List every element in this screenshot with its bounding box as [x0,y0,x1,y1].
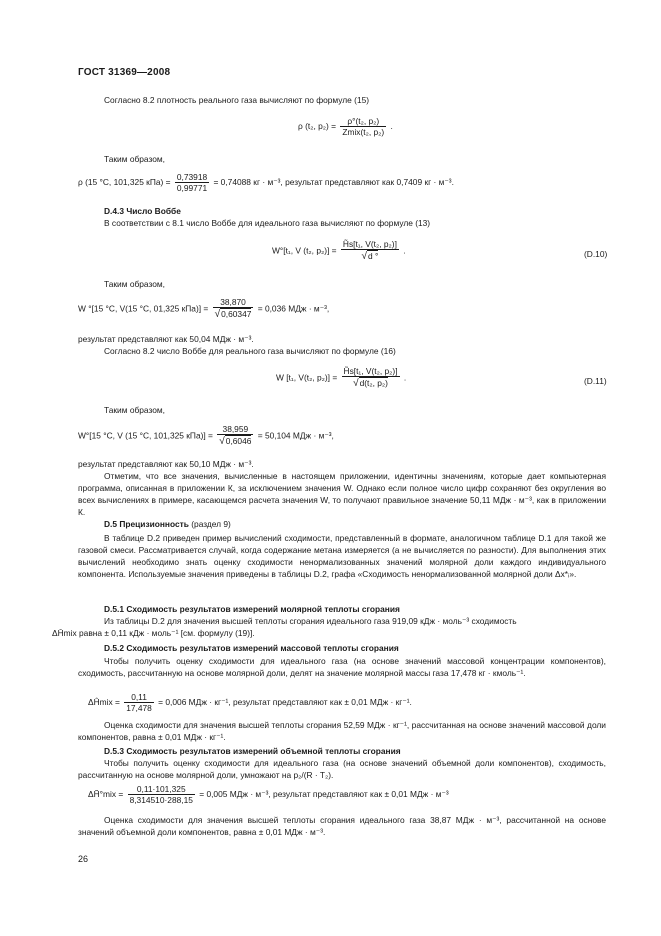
formula-lhs: ρ (15 °С, 101,325 кПа) = [78,177,171,188]
section-d43-heading: D.4.3 Число Воббе [104,206,181,216]
formula-density-real [298,116,393,138]
formula-denominator: 8,314510·288,15 [129,795,193,806]
formula-tail: = 0,036 МДж · м⁻³, [257,303,330,314]
formula-lhs: W°[t₁, V (t₂, p₂)] = [272,245,337,256]
formula-numerator: H̃s[t₁, V(t₂, p₂)] [343,366,398,376]
formula-tail: . [403,372,407,383]
formula-wobbe-real-value: W°[15 °С, V (15 °С, 101,325 кПа)] = $\frac{38,959}{√0,6046}$ = 50,104 МДж · м⁻³, [78,424,334,448]
paragraph-thus-1: Таким образом, [104,154,165,164]
formula-numerator: 0,11·101,325 [128,784,195,795]
paragraph-volume-repeatability: Чтобы получить оценку сходимости для идеального газа (на основе значений объемной доли компонентов), сходимость, рассчитанную на основе молярной доли, умножают на p₂/(R · T₂). [78,758,606,780]
formula-tail: . [390,121,393,132]
paragraph-wobbe-ideal: В соответствии с 8.1 число Воббе для идеального газа вычисляют по формуле (13) [104,218,431,228]
formula-wobbe-ideal-value: W °[15 °С, V(15 °С, 01,325 кПа)] = $\frac{38,870}{√0,60347}$ = 0,036 МДж · м⁻³, [78,297,330,321]
molar-text-a: Из таблицы D.2 для значения высшей теплоты сгорания идеального газа 919,09 кДж · моль⁻³ сходимость [104,616,517,626]
molar-text-b: равна ± 0,11 кДж · моль⁻¹ [см. формулу (19)]. [76,627,255,638]
formula-mass-repeatability [88,692,412,714]
formula-denominator: d ° [367,251,379,262]
standard-header: ГОСТ 31369—2008 [78,67,171,78]
formula-denominator: Zmix(t₂, p₂) [342,127,385,138]
paragraph-note-values: Отметим, что все значения, вычисленные в настоящем приложении, идентичны значениям, которые дает компьютерная программа, описанная в приложении К, за исключением значения W. Однако если полное число цифр сохраняют без округления во всех вычислениях в примере, касающемся расчета значения W, то получают правильное значение 50,11 МДж · м⁻³, как в приложении К. [78,471,606,517]
formula-d10: W°[t₁, V (t₂, p₂)] = $\frac{\text{H̃s[t₁, V(t₂, p₂)]}}{√d ^\circ}$ . [272,239,406,263]
formula-numerator: 0,73918 [176,172,208,182]
formula-numerator: ρ°(t₂, p₂) [340,116,386,127]
equation-number-d11: (D.11) [584,376,607,386]
section-d5-ref: (раздел 9) [188,519,231,529]
formula-tail: = 50,104 МДж · м⁻³, [257,430,334,441]
paragraph-volume-estimate: Оценка сходимости для значения высшей теплоты сгорания идеального газа 38,87 МДж · м⁻³, рассчитанной на основе значений объемной доли компонентов, равна ± 0,01 МДж · м⁻³. [78,815,606,837]
formula-denominator: 17,478 [126,703,152,714]
paragraph-mass-estimate: Оценка сходимости для значения высшей теплоты сгорания 52,59 МДж · кг⁻¹, рассчитанная на основе значений массовой доли компонентов, равна ± 0,01 МДж · кг⁻¹. [78,720,606,742]
section-d53-heading: D.5.3 Сходимость результатов измерений объемной теплоты сгорания [104,746,401,756]
page-number: 26 [78,854,89,864]
delta-h-mix-symbol: ΔH̄mix [52,627,77,638]
section-d52-heading: D.5.2 Сходимость результатов измерений массовой теплоты сгорания [104,643,399,653]
formula-lhs: ΔĤmix = [88,697,120,708]
formula-tail: . [403,245,406,256]
paragraph-density-real: Согласно 8.2 плотность реального газа вычисляют по формуле (15) [104,95,370,105]
section-d5-heading [78,519,606,531]
formula-volume-repeatability [88,784,449,806]
formula-lhs: ρ (t₂, p₂) = [298,121,337,132]
formula-numerator: 38,959 [217,424,253,435]
formula-lhs: W°[15 °С, V (15 °С, 101,325 кПа)] = [78,430,213,441]
formula-tail: = 0,006 МДж · кг⁻¹, результат представляют как ± 0,01 МДж · кг⁻¹. [158,697,412,708]
formula-denominator: 0,99771 [176,183,208,194]
section-d5-title: D.5 Прецизионность [104,519,189,529]
formula-numerator: 38,870 [213,297,254,308]
paragraph-molar-repeatability [52,616,606,640]
formula-numerator: 0,11 [124,692,154,703]
formula-denominator: d(t₂, p₂) [359,378,388,389]
paragraph-wobbe-real: Согласно 8.2 число Воббе для реального газа вычисляют по формуле (16) [104,346,396,356]
formula-lhs: W [t₁, V(t₂, p₂)] = [276,372,338,383]
formula-tail: = 0,74088 кг · м⁻³, результат представляют как 0,7409 кг · м⁻³. [213,177,454,188]
formula-tail: = 0,005 МДж · м⁻³, результат представляют как ± 0,01 МДж · м⁻³ [199,789,449,800]
formula-denominator: 0,60347 [221,309,252,320]
formula-lhs: W °[15 °С, V(15 °С, 01,325 кПа)] = [78,303,209,314]
section-d51-heading: D.5.1 Сходимость результатов измерений молярной теплоты сгорания [104,604,400,614]
formula-denominator: 0,6046 [225,436,252,447]
equation-number-d10: (D.10) [584,249,608,259]
formula-numerator: H̃s[t₁, V(t₂, p₂)] [342,239,397,249]
formula-lhs: ΔH̃°mix = [88,789,124,800]
paragraph-precision: В таблице D.2 приведен пример вычислений сходимости, представленный в формате, аналогичном таблице D.1 для такой же газовой смеси. Рассматривается случай, когда содержание метана измеряется (а не вычисляется по разности). Для выполнения этих вычислений необходимо знать оценку сходимости ненормализованных значений молярной доли каждого индивидуального компонента. Используемые значения приведены в таблицы D.2, графа «Сходимость ненормализованной молярной доли Δx*ᵢ». [78,533,606,579]
formula-d11: W [t₁, V(t₂, p₂)] = $\frac{\text{H̃s[t₁, V(t₂, p₂)]}}{\text{√d(t₂, p₂)}}$ . [276,366,407,390]
paragraph-thus-3: Таким образом, [104,405,165,415]
paragraph-result-5004: результат представляют как 50,04 МДж · м⁻³. [78,334,254,344]
paragraph-mass-repeatability: Чтобы получить оценку сходимости для идеального газа (на основе значений массовой концентрации компонентов), сходимость, рассчитанную на основе молярной доли, делят на значение молярной массы газа 17,478 кг · кмоль⁻¹. [78,656,606,678]
formula-density-value [78,172,454,194]
paragraph-thus-2: Таким образом, [104,279,165,289]
paragraph-result-5010: результат представляют как 50,10 МДж · м⁻³. [78,459,254,469]
